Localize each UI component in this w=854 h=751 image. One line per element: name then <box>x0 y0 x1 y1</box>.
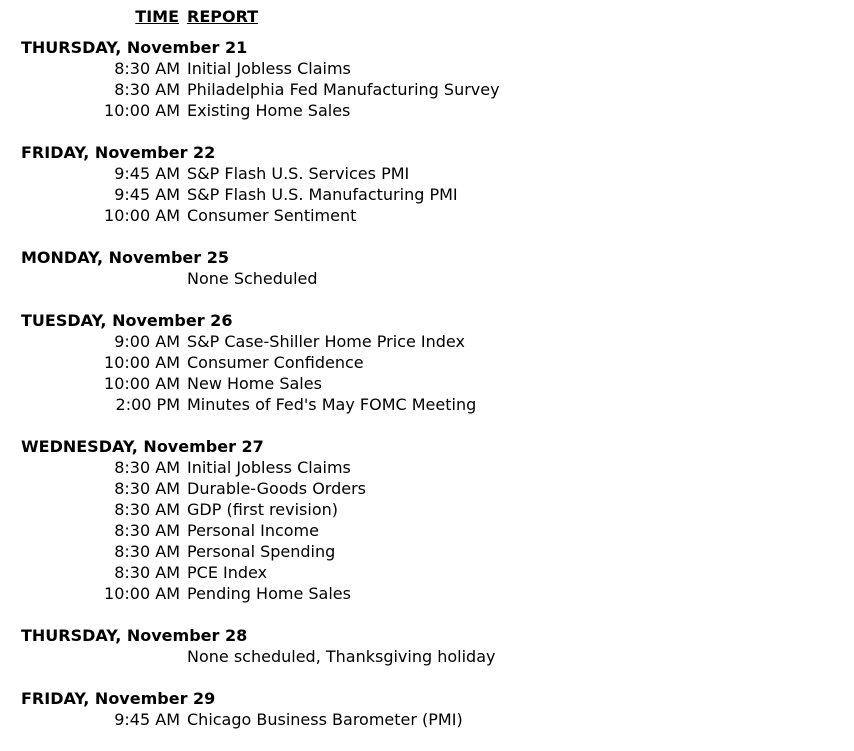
event-report: Personal Income <box>187 521 319 540</box>
event-row <box>0 100 854 121</box>
event-row <box>0 394 854 415</box>
day-section <box>0 247 854 289</box>
event-report: Minutes of Fed's May FOMC Meeting <box>187 395 477 414</box>
event-row <box>0 457 854 478</box>
event-time: 8:30 AM <box>114 479 180 498</box>
event-time: 9:45 AM <box>114 185 180 204</box>
event-time: 8:30 AM <box>114 521 180 540</box>
day-title: FRIDAY, November 29 <box>21 689 216 708</box>
event-report: Chicago Business Barometer (PMI) <box>187 710 463 729</box>
event-report: Initial Jobless Claims <box>187 59 351 78</box>
day-title: THURSDAY, November 28 <box>21 626 248 645</box>
day-section <box>0 37 854 121</box>
event-time: 8:30 AM <box>114 500 180 519</box>
event-row <box>0 268 854 289</box>
event-time: 8:30 AM <box>114 458 180 477</box>
event-row <box>0 646 854 667</box>
day-section <box>0 436 854 604</box>
day-title: WEDNESDAY, November 27 <box>21 437 264 456</box>
event-row <box>0 562 854 583</box>
event-report: Consumer Sentiment <box>187 206 357 225</box>
event-report: Existing Home Sales <box>187 101 351 120</box>
day-section <box>0 310 854 415</box>
event-time: 9:45 AM <box>114 710 180 729</box>
event-row <box>0 709 854 730</box>
event-report: Durable-Goods Orders <box>187 479 367 498</box>
event-time: 8:30 AM <box>114 80 180 99</box>
event-row <box>0 520 854 541</box>
event-report: None Scheduled <box>187 269 318 288</box>
event-report: GDP (first revision) <box>187 500 338 519</box>
time-column-header: TIME <box>135 7 179 26</box>
event-row <box>0 541 854 562</box>
event-report: Consumer Confidence <box>187 353 364 372</box>
event-report: S&P Case-Shiller Home Price Index <box>187 332 465 351</box>
event-report: S&P Flash U.S. Services PMI <box>187 164 410 183</box>
event-time: 9:00 AM <box>114 332 180 351</box>
event-row <box>0 583 854 604</box>
event-row <box>0 184 854 205</box>
event-row <box>0 163 854 184</box>
event-time: 10:00 AM <box>104 206 180 225</box>
event-row <box>0 331 854 352</box>
event-report: Initial Jobless Claims <box>187 458 351 477</box>
event-time: 8:30 AM <box>114 542 180 561</box>
day-title: TUESDAY, November 26 <box>21 311 233 330</box>
event-row <box>0 478 854 499</box>
event-time: 10:00 AM <box>104 374 180 393</box>
event-row <box>0 352 854 373</box>
event-report: Personal Spending <box>187 542 336 561</box>
event-time: 10:00 AM <box>104 353 180 372</box>
economic-calendar <box>0 37 854 751</box>
event-time: 8:30 AM <box>114 59 180 78</box>
event-report: None scheduled, Thanksgiving holiday <box>187 647 496 666</box>
event-row <box>0 58 854 79</box>
event-time: 10:00 AM <box>104 584 180 603</box>
day-section <box>0 142 854 226</box>
event-time: 10:00 AM <box>104 101 180 120</box>
event-report: S&P Flash U.S. Manufacturing PMI <box>187 185 458 204</box>
event-time: 9:45 AM <box>114 164 180 183</box>
event-report: Pending Home Sales <box>187 584 351 603</box>
day-section <box>0 625 854 667</box>
day-title: FRIDAY, November 22 <box>21 143 216 162</box>
event-report: Philadelphia Fed Manufacturing Survey <box>187 80 500 99</box>
column-headers <box>0 6 854 27</box>
event-row <box>0 499 854 520</box>
event-report: PCE Index <box>187 563 268 582</box>
event-row <box>0 205 854 226</box>
event-time: 8:30 AM <box>114 563 180 582</box>
day-section <box>0 688 854 730</box>
report-column-header: REPORT <box>187 7 259 26</box>
event-time: 2:00 PM <box>115 395 180 414</box>
event-report: New Home Sales <box>187 374 322 393</box>
day-title: THURSDAY, November 21 <box>21 38 248 57</box>
event-row <box>0 373 854 394</box>
day-title: MONDAY, November 25 <box>21 248 229 267</box>
event-row <box>0 79 854 100</box>
